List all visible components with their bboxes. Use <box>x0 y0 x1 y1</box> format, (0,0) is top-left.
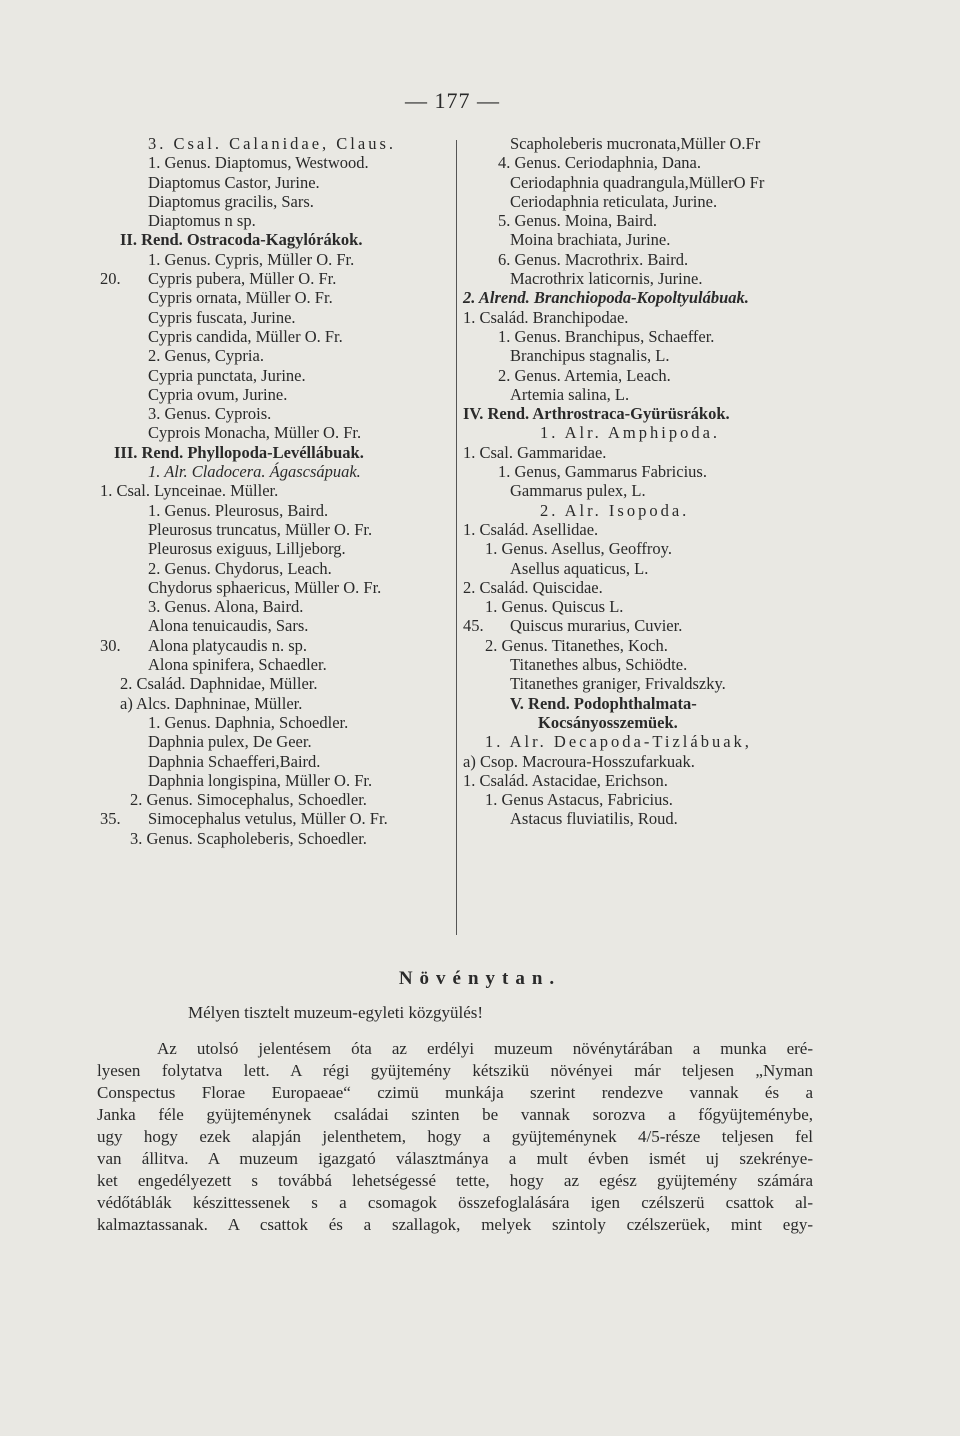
entry-text: 2. Genus. Artemia, Leach. <box>498 365 671 385</box>
entry-text: 1. Genus Astacus, Fabricius. <box>485 790 673 810</box>
entry-number: 30. <box>100 635 121 655</box>
left-column-line <box>100 713 460 732</box>
entry-text: Diaptomus Castor, Jurine. <box>148 172 320 192</box>
entry-text: 2. Család. Quiscidae. <box>463 577 603 597</box>
body-paragraph <box>97 1038 813 1236</box>
left-column-line <box>100 250 460 269</box>
entry-text: Alona tenuicaudis, Sars. <box>148 616 309 636</box>
entry-text: Diaptomus gracilis, Sars. <box>148 191 314 211</box>
left-column-line <box>100 655 460 674</box>
left-column-line <box>100 597 460 616</box>
right-column-line <box>463 443 853 462</box>
entry-text: Cypria punctata, Jurine. <box>148 365 306 385</box>
right-column-line <box>463 423 853 442</box>
right-column-line <box>463 308 853 327</box>
entry-text: Scapholeberis mucronata,Müller O.Fr <box>510 134 761 153</box>
right-column-line <box>463 192 853 211</box>
left-column-line <box>100 288 460 307</box>
entry-text: Macrothrix laticornis, Jurine. <box>510 269 703 289</box>
right-column-line <box>463 655 853 674</box>
right-column-line <box>463 462 853 481</box>
entry-text: 1. Család. Asellidae. <box>463 519 599 539</box>
entry-text: Daphnia Schaefferi,Baird. <box>148 751 321 771</box>
left-column-line <box>100 694 460 713</box>
left-column-line <box>100 732 460 751</box>
right-column-line <box>463 732 853 751</box>
left-column-line <box>100 308 460 327</box>
paragraph-line: Janka féle gyüjteménynek családai szinten be vannak sorozva a főgyüjteménybe, <box>97 1105 813 1124</box>
right-column-line <box>463 520 853 539</box>
entry-text: 2. Genus, Cypria. <box>148 346 264 366</box>
left-column-line <box>100 790 460 809</box>
entry-text: a) Alcs. Daphninae, Müller. <box>120 693 303 713</box>
entry-text: 2. Alrend. Branchiopoda-Kopoltyulábuak. <box>463 288 749 308</box>
right-column-line <box>463 269 853 288</box>
left-column-line <box>100 539 460 558</box>
paragraph-line: lyesen folytatva lett. A régi gyüjtemény kétszikü növényei már teljesen „Nyman <box>97 1061 813 1080</box>
left-column-line <box>100 520 460 539</box>
entry-text: 1. Alr. Amphipoda. <box>540 423 721 443</box>
right-column-line <box>463 173 853 192</box>
right-column-line <box>463 404 853 423</box>
entry-text: Artemia salina, L. <box>510 384 630 404</box>
left-column-line <box>100 674 460 693</box>
left-column-line <box>100 346 460 365</box>
entry-text: V. Rend. Podophthalmata- <box>510 693 697 713</box>
entry-text: Kocsányosszemüek. <box>538 712 678 732</box>
left-column-line <box>100 385 460 404</box>
left-column-line <box>100 616 460 635</box>
entry-text: 4. Genus. Ceriodaphnia, Dana. <box>498 153 701 173</box>
entry-text: 3. Genus. Scapholeberis, Schoedler. <box>130 828 367 848</box>
entry-text: Alona spinifera, Schaedler. <box>148 655 327 675</box>
entry-text: 1. Genus. Cypris, Müller O. Fr. <box>148 249 355 269</box>
entry-text: 1. Csal. Gammaridae. <box>463 442 607 462</box>
left-column-line <box>100 636 460 655</box>
entry-text: 5. Genus. Moina, Baird. <box>498 211 658 231</box>
entry-text: 1. Alr. Decapoda-Tizlábuak, <box>485 732 752 752</box>
paragraph-line: ugy hogy ezek alapján jelenthetem, hogy a gyüjteménynek 4/5-része teljesen fel <box>97 1127 813 1146</box>
right-column-line <box>463 288 853 307</box>
right-column-line <box>463 636 853 655</box>
right-column-line <box>463 713 853 732</box>
entry-text: III. Rend. Phyllopoda-Levéllábuak. <box>114 442 364 462</box>
entry-text: Gammarus pulex, L. <box>510 481 646 501</box>
right-column-line <box>463 250 853 269</box>
entry-text: 2. Genus. Simocephalus, Schoedler. <box>130 790 367 810</box>
right-column-line <box>463 366 853 385</box>
right-column-line <box>463 230 853 249</box>
paragraph-line: Conspectus Florae Europaeae“ czimü munkája szerint rendezve vannak és a <box>97 1083 813 1102</box>
right-column-line <box>463 134 853 153</box>
left-column-line <box>100 559 460 578</box>
right-column-line <box>463 809 853 828</box>
entry-text: Simocephalus vetulus, Müller O. Fr. <box>148 809 388 829</box>
entry-text: Asellus aquaticus, L. <box>510 558 649 578</box>
right-column <box>463 134 853 829</box>
entry-text: 1. Genus, Gammarus Fabricius. <box>498 462 707 482</box>
paragraph-line: van állitva. A muzeum igazgató választmánya a mult évben ismét uj szekrénye- <box>97 1149 813 1168</box>
entry-text: Cypris candida, Müller O. Fr. <box>148 326 343 346</box>
entry-number: 45. <box>463 616 484 636</box>
page-number: — 177 — <box>405 88 500 113</box>
right-column-line <box>463 771 853 790</box>
entry-text: 1. Genus. Pleurosus, Baird. <box>148 500 329 520</box>
entry-number: 20. <box>100 269 121 289</box>
entry-text: Cypria ovum, Jurine. <box>148 384 288 404</box>
entry-text: Cypris ornata, Müller O. Fr. <box>148 288 333 308</box>
entry-text: 1. Genus. Quiscus L. <box>485 597 624 617</box>
entry-text: Pleurosus exiguus, Lilljeborg. <box>148 539 346 559</box>
right-column-line <box>463 501 853 520</box>
left-column-line <box>100 404 460 423</box>
right-column-line <box>463 211 853 230</box>
paragraph-line: Az utolsó jelentésem óta az erdélyi muzeum növénytárában a munka eré- <box>157 1039 813 1058</box>
entry-text: Diaptomus n sp. <box>148 211 256 231</box>
entry-text: Ceriodaphnia reticulata, Jurine. <box>510 191 718 211</box>
entry-text: Branchipus stagnalis, L. <box>510 346 670 366</box>
entry-text: Alona platycaudis n. sp. <box>148 635 308 655</box>
entry-text: 2. Alr. Isopoda. <box>540 500 690 520</box>
left-column <box>100 134 460 848</box>
section-heading: Növénytan. <box>398 968 562 989</box>
entry-text: 1. Genus. Daphnia, Schoedler. <box>148 712 349 732</box>
left-column-line <box>100 269 460 288</box>
salutation: Mélyen tisztelt muzeum-egyleti közgyülés! <box>188 1003 484 1022</box>
entry-text: Pleurosus truncatus, Müller O. Fr. <box>148 519 373 539</box>
entry-text: Moina brachiata, Jurine. <box>510 230 671 250</box>
entry-text: Titanethes graniger, Frivaldszky. <box>510 674 726 694</box>
left-column-line <box>100 578 460 597</box>
right-column-line <box>463 559 853 578</box>
entry-text: Titanethes albus, Schiödte. <box>510 655 688 675</box>
left-column-line <box>100 809 460 828</box>
entry-text: 3. Csal. Calanidae, Claus. <box>148 134 397 153</box>
left-column-line <box>100 366 460 385</box>
entry-text: Quiscus murarius, Cuvier. <box>510 616 683 636</box>
left-column-line <box>100 829 460 848</box>
left-column-line <box>100 771 460 790</box>
left-column-line <box>100 153 460 172</box>
entry-text: a) Csop. Macroura-Hosszufarkuak. <box>463 751 695 771</box>
entry-text: IV. Rend. Arthrostraca-Gyürüsrákok. <box>463 404 730 424</box>
entry-text: Cypris fuscata, Jurine. <box>148 307 296 327</box>
right-column-line <box>463 694 853 713</box>
left-column-line <box>100 192 460 211</box>
entry-text: 2. Család. Daphnidae, Müller. <box>120 674 318 694</box>
right-column-line <box>463 385 853 404</box>
right-column-line <box>463 752 853 771</box>
right-column-line <box>463 153 853 172</box>
entry-text: Ceriodaphnia quadrangula,MüllerO Fr <box>510 172 765 192</box>
entry-text: 1. Genus. Branchipus, Schaeffer. <box>498 326 715 346</box>
paragraph-line: ket engedélyezett s továbbá lehetségessé tette, hogy az egész gyüjtemény számára <box>97 1171 813 1190</box>
entry-text: Astacus fluviatilis, Roud. <box>510 809 678 829</box>
entry-text: Cyprois Monacha, Müller O. Fr. <box>148 423 362 443</box>
entry-text: 6. Genus. Macrothrix. Baird. <box>498 249 689 269</box>
entry-text: 1. Genus. Diaptomus, Westwood. <box>148 153 369 173</box>
right-column-line <box>463 578 853 597</box>
entry-text: 3. Genus. Cyprois. <box>148 404 272 424</box>
left-column-line <box>100 230 460 249</box>
entry-text: 1. Család. Astacidae, Erichson. <box>463 770 668 790</box>
entry-text: 1. Genus. Asellus, Geoffroy. <box>485 539 672 559</box>
left-column-line <box>100 173 460 192</box>
left-column-line <box>100 462 460 481</box>
entry-text: II. Rend. Ostracoda-Kagylórákok. <box>120 230 363 250</box>
entry-text: 1. Alr. Cladocera. Ágascsápuak. <box>148 462 361 482</box>
entry-text: 1. Csal. Lynceinae. Müller. <box>100 481 279 501</box>
left-column-line <box>100 211 460 230</box>
entry-text: 2. Genus. Titanethes, Koch. <box>485 635 668 655</box>
left-column-line <box>100 481 460 500</box>
left-column-line <box>100 443 460 462</box>
left-column-line <box>100 752 460 771</box>
right-column-line <box>463 327 853 346</box>
left-column-line <box>100 327 460 346</box>
entry-text: Daphnia pulex, De Geer. <box>148 732 312 752</box>
paragraph-line: védőtáblák készittessenek s a csomagok összefoglalására igen czélszerü csattok al- <box>97 1193 813 1212</box>
entry-text: Daphnia longispina, Müller O. Fr. <box>148 770 373 790</box>
right-column-line <box>463 597 853 616</box>
entry-text: 1. Család. Branchipodae. <box>463 307 629 327</box>
entry-text: Chydorus sphaericus, Müller O. Fr. <box>148 577 382 597</box>
right-column-line <box>463 481 853 500</box>
left-column-line <box>100 423 460 442</box>
entry-number: 35. <box>100 809 121 829</box>
right-column-line <box>463 616 853 635</box>
entry-text: Cypris pubera, Müller O. Fr. <box>148 269 337 289</box>
right-column-line <box>463 346 853 365</box>
paragraph-line: kalmaztassanak. A csattok és a szallagok, melyek szintoly czélszerüek, mint egy- <box>97 1215 813 1234</box>
right-column-line <box>463 539 853 558</box>
right-column-line <box>463 790 853 809</box>
entry-text: 2. Genus. Chydorus, Leach. <box>148 558 332 578</box>
entry-text: 3. Genus. Alona, Baird. <box>148 597 304 617</box>
right-column-line <box>463 674 853 693</box>
column-divider <box>456 140 457 935</box>
left-column-line <box>100 134 460 153</box>
left-column-line <box>100 501 460 520</box>
